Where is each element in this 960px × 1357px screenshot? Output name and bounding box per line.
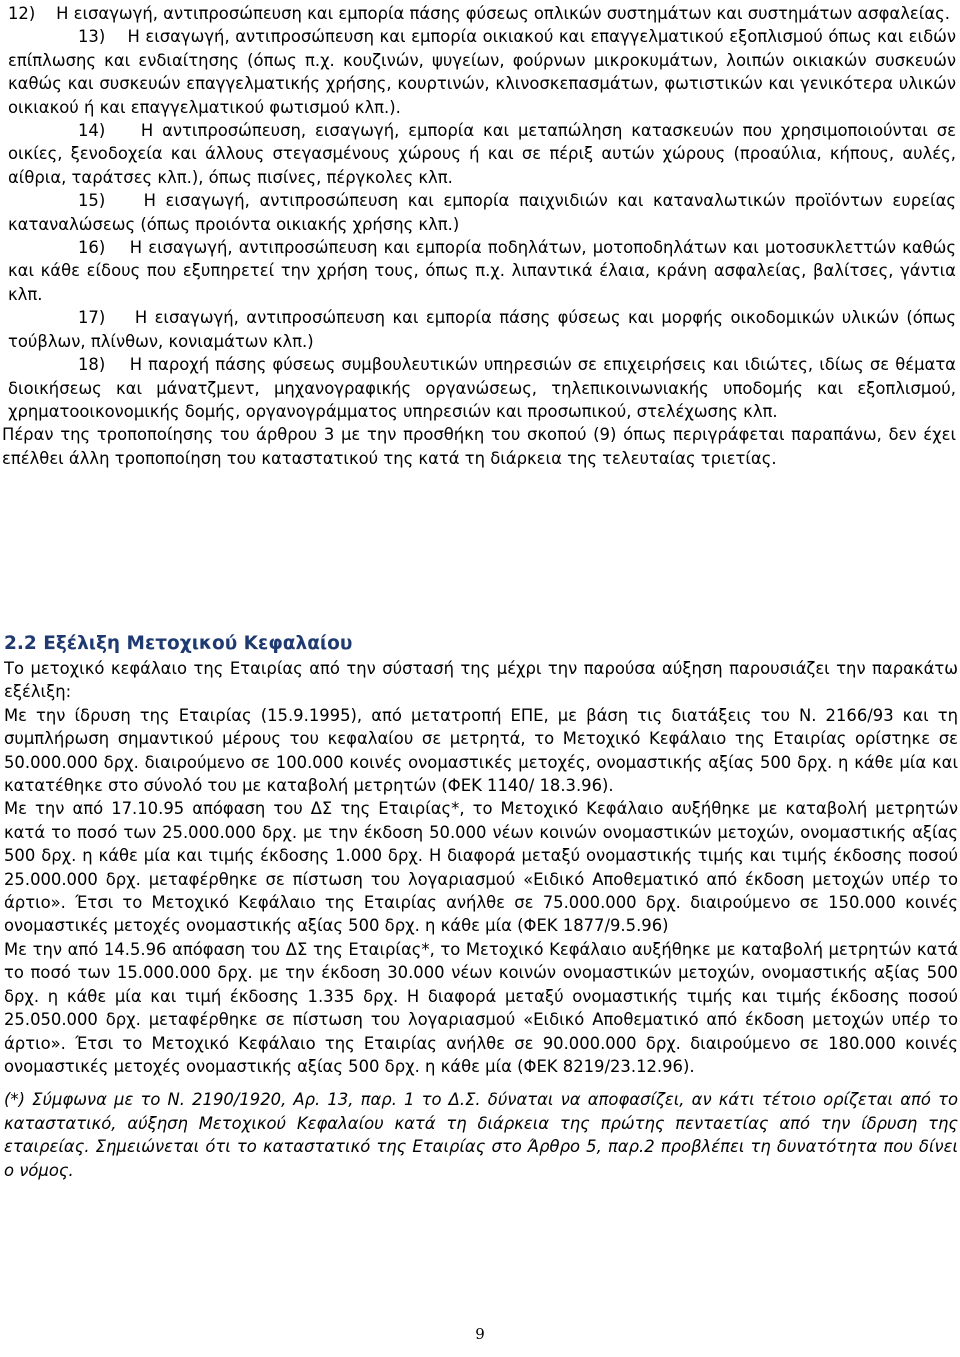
list-item: 14) Η αντιπροσώπευση, εισαγωγή, εμπορία και μεταπώληση κατασκευών που χρησιμοποιούνται σε οικίες, ξενοδοχεία και άλλους στεγασμένους χώρους ή και σε πέριξ αυτών χώρους (προαύλια, κήπους, αυλές, αίθρια, ταράτσες κλπ.), όπως πισίνες, πέργκολες κλπ. — [8, 121, 956, 187]
list-item: 17) Η εισαγωγή, αντιπροσώπευση και εμπορία πάσης φύσεως και μορφής οικοδομικών υλικών (όπως τούβλων, πλίνθων, κονιαμάτων κλπ.) — [8, 308, 956, 351]
section-body — [4, 657, 958, 1182]
list-item: 16) Η εισαγωγή, αντιπροσώπευση και εμπορία ποδηλάτων, μοτοποδηλάτων και μοτοσυκλεττών καθώς και κάθε είδους που εξυπηρετεί την χρήση τους, όπως π.χ. λιπαντικά έλαια, κράνη ασφαλείας, βαλίτσες, γάντια κλπ. — [8, 238, 956, 304]
section-paragraph: Με την από 17.10.95 απόφαση του ΔΣ της Εταιρίας*, το Μετοχικό Κεφάλαιο αυξήθηκε με καταβολή μετρητών κατά το ποσό των 25.000.000 δρχ. με την έκδοση 50.000 νέων κοινών ονομαστικών μετοχών, ονομαστικής αξίας 500 δρχ. η κάθε μία και τιμής έκδοσης 1.000 δρχ. Η διαφορά μεταξύ ονομαστικής τιμής και τιμής έκδοσης ποσού 25.000.000 δρχ. μεταφέρθηκε σε πίστωση του λογαριασμού «Ειδικό Αποθεματικό από έκδοση μετοχών υπέρ το άρτιο». Έτσι το Μετοχικό Κεφάλαιο της Εταιρίας ανήλθε σε 75.000.000 δρχ. διαιρούμενο σε 150.000 κοινές ονομαστικές μετοχές ονομαστικής αξίας 500 δρχ. η κάθε μία (ΦΕΚ 1877/9.5.96) — [4, 799, 958, 936]
page-number: 9 — [475, 1325, 485, 1343]
section-intro: Το μετοχικό κεφάλαιο της Εταιρίας από την σύστασή της μέχρι την παρούσα αύξηση παρουσιάζει την παρακάτω εξέλιξη: — [4, 659, 958, 702]
list-item: 12) Η εισαγωγή, αντιπροσώπευση και εμπορία πάσης φύσεως οπλικών συστημάτων και συστημάτων ασφαλείας. — [8, 4, 950, 23]
list-item: 15) Η εισαγωγή, αντιπροσώπευση και εμπορία παιχνιδιών και καταναλωτικών προϊόντων ευρείας καταναλώσεως (όπως προιόντα οικιακής χρήσης κλπ.) — [8, 191, 956, 234]
section-paragraph: Με την από 14.5.96 απόφαση του ΔΣ της Εταιρίας*, το Μετοχικό Κεφάλαιο αυξήθηκε με καταβολή μετρητών κατά το ποσό των 15.000.000 δρχ. με την έκδοση 30.000 νέων κοινών ονομαστικών μετοχών, ονομαστικής αξίας 500 δρχ. η κάθε μία και τιμή έκδοσης 1.335 δρχ. Η διαφορά μεταξύ ονομαστικής τιμής και τιμής έκδοσης ποσού 25.050.000 δρχ. μεταφέρθηκε σε πίστωση του λογαριασμού «Ειδικό Αποθεματικό από έκδοση μετοχών υπέρ το άρτιο». Έτσι το Μετοχικό Κεφάλαιο της Εταιρίας ανήλθε σε 90.000.000 δρχ. διαιρούμενο σε 180.000 κοινές ονομαστικές μετοχές ονομαστικής αξίας 500 δρχ. η κάθε μία (ΦΕΚ 8219/23.12.96). — [4, 939, 958, 1076]
objects-list-block — [4, 2, 958, 470]
share-capital-section — [4, 631, 958, 1182]
section-paragraph: Με την ίδρυση της Εταιρίας (15.9.1995), από μετατροπή ΕΠΕ, με βάση τις διατάξεις του Ν. 2166/93 και τη συμπλήρωση σημαντικού μέρους του κεφαλαίου σε μετρητά, το Μετοχικό Κεφάλαιο της Εταιρίας ορίστηκε σε 50.000.000 δρχ. διαιρούμενο σε 100.000 κοινές ονομαστικές μετοχές, ονομαστικής αξίας 500 δρχ. η κάθε μία και κατατέθηκε στο σύνολό του με καταβολή μετρητών (ΦΕΚ 1140/ 18.3.96). — [4, 705, 958, 796]
list-item: 13) Η εισαγωγή, αντιπροσώπευση και εμπορία οικιακού και επαγγελματικού εξοπλισμού όπως και ειδών επίπλωσης και ενδιαίτησης (όπως π.χ. κουζινών, ψυγείων, φούρνων μικροκυμάτων, λοιπών οικιακών συσκευών καθώς και συσκευών επαγγελματικής χρήσης, κουρτινών, κλινοσκεπασμάτων, φωτιστικών και γενικότερα υλικών οικιακού ή και επαγγελματικού φωτισμού κλπ.). — [8, 27, 956, 117]
closing-paragraph: Πέραν της τροποποίησης του άρθρου 3 με την προσθήκη του σκοπού (9) όπως περιγράφεται παραπάνω, δεν έχει επέλθει άλλη τροποποίηση του καταστατικού της κατά τη διάρκεια της τελευταίας τριετίας. — [2, 425, 956, 468]
section-title: 2.2 Εξέλιξη Μετοχικού Κεφαλαίου — [4, 633, 353, 654]
list-item: 18) Η παροχή πάσης φύσεως συμβουλευτικών υπηρεσιών σε επιχειρήσεις και ιδιώτες, ιδίως σε θέματα διοικήσεως και μάνατζμεντ, μηχανογραφικής οργανώσεως, τηλεπικοινωνιακής υποδομής και εξοπλισμού, χρηματοοικονομικής δομής, οργανογράμματος υπηρεσιών και προσωπικού, στελέχωσης κλπ. — [8, 355, 956, 421]
footnote: (*) Σύμφωνα με το Ν. 2190/1920, Αρ. 13, παρ. 1 το Δ.Σ. δύναται να αποφασίζει, αν κάτι τέτοιο ορίζεται από το καταστατικό, αύξηση Μετοχικού Κεφαλαίου κατά τη διάρκεια της πρώτης πενταετίας από την ίδρυση της εταιρείας. Σημειώνεται ότι το καταστατικό της Εταιρίας στο Άρθρο 5, παρ.2 προβλέπει τη δυνατότητα που δίνει ο νόμος. — [4, 1090, 958, 1180]
objects-list — [4, 2, 958, 423]
